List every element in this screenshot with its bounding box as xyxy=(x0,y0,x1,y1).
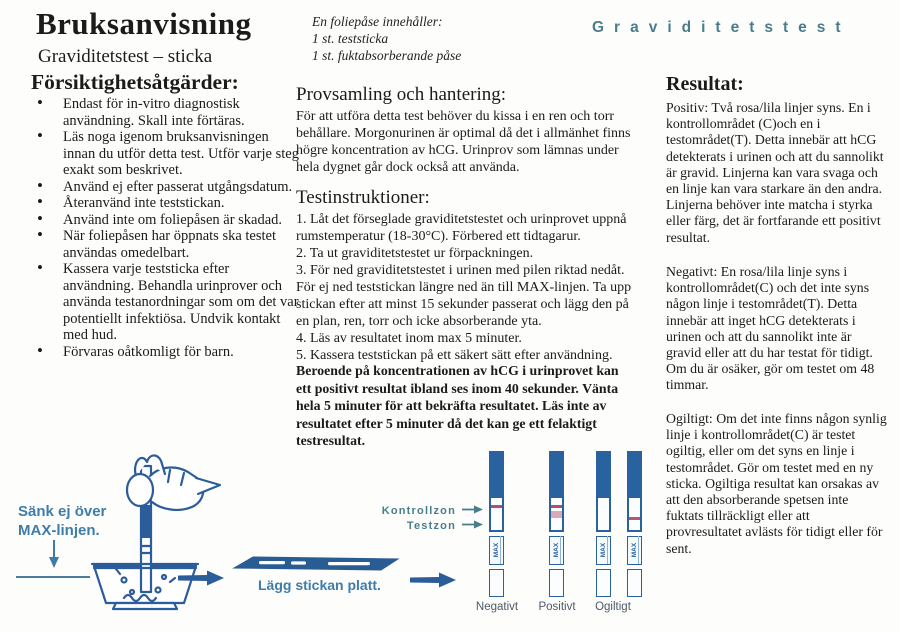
lay-flat-label: Lägg stickan platt. xyxy=(258,577,381,593)
test-strip-invalid-blank xyxy=(596,451,611,597)
control-line xyxy=(551,505,562,508)
pouch-contents-note xyxy=(312,13,461,64)
flat-stick-illustration xyxy=(232,553,400,573)
page-subtitle: Graviditetstest – sticka xyxy=(38,46,213,67)
sampling-heading: Provsamling och hantering: xyxy=(296,84,507,105)
instruction-step: 2. Ta ut graviditetstestet ur förpackningen. xyxy=(296,246,534,261)
instruction-step: 1. Låt det förseglade graviditetstestet och urinprovet uppnå rumstemperatur (18-30°C). Förbered ett tidtagarur. xyxy=(296,212,627,244)
arrow-down-icon xyxy=(48,540,60,568)
strip-result-window xyxy=(627,496,642,532)
instruction-steps xyxy=(296,211,636,364)
precaution-item: • När foliepåsen har öppnats ska testet användas omedelbart. xyxy=(0,228,300,261)
instructions-heading: Testinstruktioner: xyxy=(296,187,430,208)
precautions-heading: Försiktighetsåtgärder: xyxy=(31,70,239,94)
test-strip-invalid-testline xyxy=(627,451,642,597)
arrow-right-icon xyxy=(178,570,224,586)
max-marking: MAX xyxy=(553,536,561,564)
strip-result-window xyxy=(549,496,564,532)
sampling-body: För att utföra detta test behöver du kissa i en ren och torr behållare. Morgonurinen är optimal då det i allmänhet finns högre koncentration av hCG. Urinprov som lämnas under hela dygnet går dock också att använda. xyxy=(296,109,631,175)
result-positive-text: Positiv: Två rosa/lila linjer syns. En i kontrollområdet (C)och en i testområdet(T). Detta innebär att hCG detekterats i urinen och att du sannolikt är gravid. Linjerna kan vara svaga och en linje kan vara starkare än den andra. Linjerna behöver inte matcha i styrka eller färg, det är fortfarande ett positivt resultat. xyxy=(666,100,884,245)
pouch-note-line: 1 st. fuktabsorberande påse xyxy=(312,48,462,63)
max-marking: MAX xyxy=(493,536,501,564)
max-note-line: MAX-linjen. xyxy=(18,522,100,539)
strip-max-section xyxy=(627,536,642,565)
strip-label-negative: Negativt xyxy=(475,601,519,613)
result-negative-text: Negativt: En rosa/lila linje syns i kontrollområdet(C) och det inte syns någon linje i testområdet(T). Detta innebär att inget hCG detekterats i urinen och att du sannolikt inte är gravid eller att du har testat för tidigt. Om du är osäker, gör om testet om 48 timmar. xyxy=(666,264,875,393)
instruction-step: 5. Kassera teststickan på ett säkert sätt efter användning. xyxy=(296,348,613,363)
max-marking: MAX xyxy=(600,536,608,564)
strip-max-section xyxy=(549,536,564,565)
test-strip-positive xyxy=(549,451,564,597)
brand-wordmark: Graviditetstest xyxy=(592,19,851,36)
instruction-step: 4. Läs av resultatet inom max 5 minuter. xyxy=(296,331,522,346)
zone-pointer-arrow-icon xyxy=(461,505,483,514)
max-marking: MAX xyxy=(631,536,639,564)
precaution-item: • Använd ej efter passerat utgångsdatum. xyxy=(0,179,300,196)
precautions-list xyxy=(0,96,300,360)
zone-pointer-arrow-icon xyxy=(461,520,483,529)
max-note-line: Sänk ej över xyxy=(18,503,107,520)
strip-absorbent-tip xyxy=(627,569,642,597)
instruction-step: 3. För ned graviditetstestet i urinen med pilen riktad nedåt. För ej ned teststickan längre ned än till MAX-linjen. Ta upp stickan efter att minst 15 sekunder passerat och lägg den på en plan, ren, torr och icke absorberande yta. xyxy=(296,263,632,329)
test-zone-label: Testzon xyxy=(406,520,456,532)
strip-absorbent-tip xyxy=(549,569,564,597)
strip-handle xyxy=(596,451,611,496)
results-heading: Resultat: xyxy=(666,73,744,95)
timing-warning: Beroende på koncentrationen av hCG i urinprovet kan ett positivt resultat ibland ses inom 40 sekunder. Vänta hela 5 minuter för att bekräfta resultatet. Läs inte av resultatet efter 5 minuter då det kan ge ett felaktigt testresultat. xyxy=(296,363,619,448)
strip-handle xyxy=(489,451,504,496)
strip-max-section xyxy=(489,536,504,565)
precaution-item: • Förvaras oåtkomligt för barn. xyxy=(0,344,300,361)
arrow-right-icon xyxy=(410,572,456,588)
strip-result-window xyxy=(596,496,611,532)
dip-test-illustration xyxy=(84,450,224,612)
strip-handle xyxy=(549,451,564,496)
strip-absorbent-tip xyxy=(489,569,504,597)
strip-handle xyxy=(627,451,642,496)
test-strip-negative xyxy=(489,451,504,597)
pouch-note-line: 1 st. teststicka xyxy=(312,31,389,46)
test-line xyxy=(629,517,640,520)
precaution-item: • Använd inte om foliepåsen är skadad. xyxy=(0,212,300,229)
strip-result-window xyxy=(489,496,504,532)
precaution-item: • Läs noga igenom bruksanvisningen innan du utför detta test. Utför varje steg exakt som beskrivet. xyxy=(0,129,300,179)
strip-label-positive: Positivt xyxy=(538,601,576,613)
max-guide-line xyxy=(16,576,90,578)
strip-max-section xyxy=(596,536,611,565)
precaution-item: • Kassera varje teststicka efter användning. Behandla urinprover och använda testanordningar som om det var potentiellt infektiösa. Undvik kontakt med hud. xyxy=(0,261,300,344)
pouch-note-line: En foliepåse innehåller: xyxy=(312,14,443,29)
control-line xyxy=(491,505,502,508)
result-invalid-text: Ogiltigt: Om det inte finns någon synlig linje i kontrollområdet(C) är testet ogiltig, eller om det syns en linje i testområdet. Gör om testet med en ny sticka. Ogiltiga resultat kan orsakas av att den absorberande spetsen inte fuktats tillräckligt eller att provresultatet avlästs för tidigt eller för sent. xyxy=(666,411,887,556)
precaution-item: • Endast för in-vitro diagnostisk användning. Skall inte förtäras. xyxy=(0,96,300,129)
control-zone-label: Kontrollzon xyxy=(381,505,456,517)
strip-label-invalid: Ogiltigt xyxy=(595,601,631,613)
page-title: Bruksanvisning xyxy=(36,6,252,41)
strip-absorbent-tip xyxy=(596,569,611,597)
test-line xyxy=(551,511,562,518)
precaution-item: • Återanvänd inte teststickan. xyxy=(0,195,300,212)
